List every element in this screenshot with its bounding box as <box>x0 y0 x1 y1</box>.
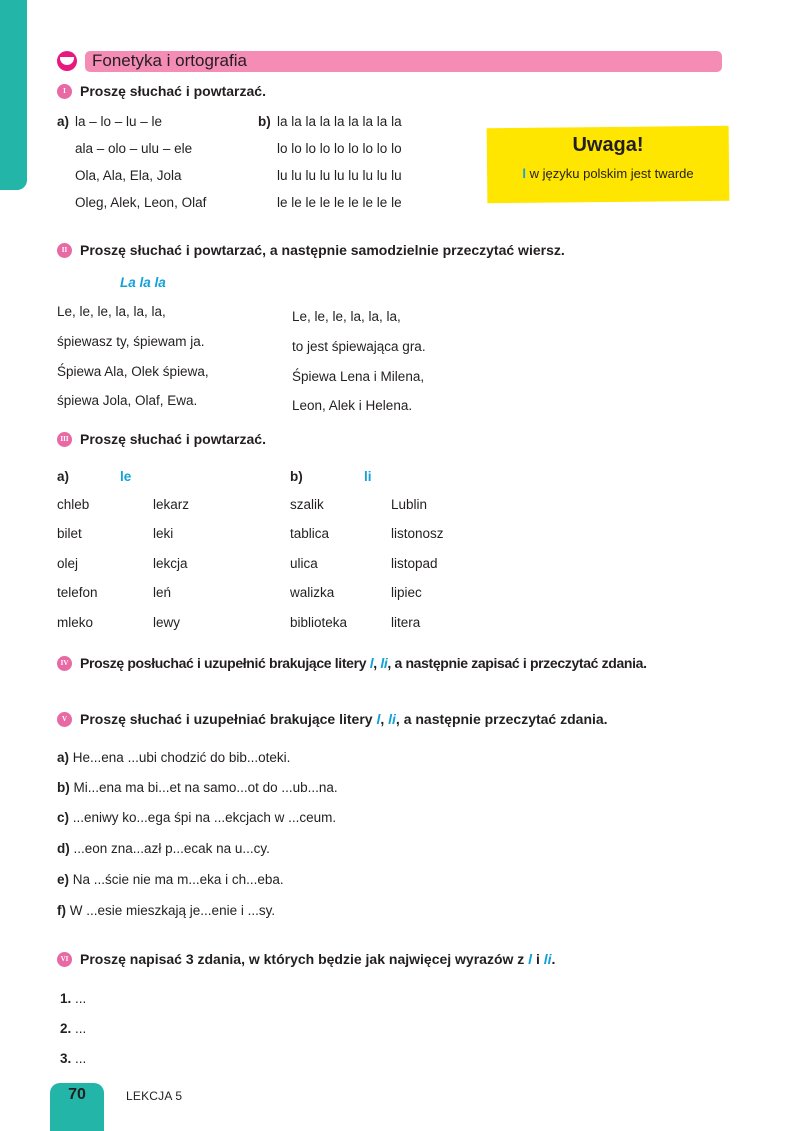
sentence-item: a) He...ena ...ubi chodzić do bib...oteki. <box>57 750 291 765</box>
word-cell: lewy <box>153 615 181 630</box>
exercise-1-a-line: la – lo – lu – le <box>75 114 163 129</box>
poem-line: Śpiewa Lena i Milena, <box>292 369 425 384</box>
exercise-1-a-line: Ola, Ala, Ela, Jola <box>75 168 182 183</box>
exercise-4-instruction: Proszę posłuchać i uzupełnić brakujące litery l, li, a następnie zapisać i przeczytać zdania. <box>80 655 647 671</box>
page-number: 70 <box>68 1086 86 1103</box>
answer-line: 1. ... <box>60 991 87 1006</box>
exercise-5-instruction: Proszę słuchać i uzupełniać brakujące litery l, li, a następnie przeczytać zdania. <box>80 711 608 727</box>
exercise-1-b-line: lu lu lu lu lu lu lu lu lu <box>277 168 402 183</box>
sentence-item: b) Mi...ena ma bi...et na samo...ot do ...ub...na. <box>57 780 338 795</box>
exercise-1-b-label: b) <box>258 114 271 129</box>
exercise-2-instruction: Proszę słuchać i powtarzać, a następnie samodzielnie przeczytać wiersz. <box>80 242 565 258</box>
word-cell: telefon <box>57 585 98 600</box>
exercise-6-number: VI <box>57 952 72 967</box>
exercise-1-a-line: Oleg, Alek, Leon, Olaf <box>75 195 207 210</box>
sentence-item: c) ...eniwy ko...ega śpi na ...ekcjach w ...ceum. <box>57 810 337 825</box>
word-cell: lekarz <box>153 497 190 512</box>
exercise-5-number: V <box>57 712 72 727</box>
note-text <box>487 166 729 181</box>
side-tab-decoration <box>0 0 27 190</box>
word-cell: bilet <box>57 526 82 541</box>
sentence-item: f) W ...esie mieszkają je...enie i ...sy. <box>57 903 276 918</box>
exercise-1-instruction: Proszę słuchać i powtarzać. <box>80 83 266 99</box>
exercise-1-a-label: a) <box>57 114 70 129</box>
exercise-3-instruction: Proszę słuchać i powtarzać. <box>80 431 266 447</box>
word-cell: Lublin <box>391 497 428 512</box>
word-cell: szalik <box>290 497 324 512</box>
poem-title: La la la <box>120 275 166 290</box>
exercise-1-b-line: la la la la la la la la la <box>277 114 402 129</box>
word-cell: olej <box>57 556 79 571</box>
word-cell: chleb <box>57 497 90 512</box>
word-cell: ulica <box>290 556 318 571</box>
word-cell: mleko <box>57 615 94 630</box>
note-letter: l <box>522 166 526 181</box>
exercise-1-a-line: ala – olo – ulu – ele <box>75 141 193 156</box>
sentence-item: e) Na ...ście nie ma m...eka i ch...eba. <box>57 872 284 887</box>
exercise-1-number: I <box>57 84 72 99</box>
word-cell: litera <box>391 615 421 630</box>
exercise-1-b-line: le le le le le le le le le <box>277 195 402 210</box>
note-body: w języku polskim jest twarde <box>529 166 694 181</box>
word-cell: walizka <box>290 585 335 600</box>
poem-line: śpiewasz ty, śpiewam ja. <box>57 334 205 349</box>
note-title: Uwaga! <box>572 134 644 156</box>
answer-line: 3. ... <box>60 1051 87 1066</box>
word-cell: leń <box>153 585 172 600</box>
poem-line: Leon, Alek i Helena. <box>292 398 413 413</box>
word-cell: listonosz <box>391 526 444 541</box>
speaking-mouth-icon <box>57 51 77 71</box>
word-cell: lekcja <box>153 556 188 571</box>
exercise-3-number: III <box>57 432 72 447</box>
word-cell: lipiec <box>391 585 422 600</box>
lesson-label: LEKCJA 5 <box>126 1089 183 1103</box>
word-cell: listopad <box>391 556 438 571</box>
exercise-3-a-label: a) <box>57 469 70 484</box>
exercise-1-b-line: lo lo lo lo lo lo lo lo lo <box>277 141 402 156</box>
section-title: Fonetyka i ortografia <box>92 51 247 70</box>
exercise-6-instruction: Proszę napisać 3 zdania, w których będzie jak najwięcej wyrazów z l i li. <box>80 951 556 967</box>
sentence-item: d) ...eon zna...azł p...ecak na u...cy. <box>57 841 270 856</box>
exercise-4-number: IV <box>57 656 72 671</box>
poem-line: to jest śpiewająca gra. <box>292 339 426 354</box>
poem-line: Le, le, le, la, la, la, <box>57 304 166 319</box>
poem-line: Śpiewa Ala, Olek śpiewa, <box>57 364 209 379</box>
exercise-3-b-label: b) <box>290 469 303 484</box>
answer-line: 2. ... <box>60 1021 87 1036</box>
exercise-3-b-heading: li <box>364 469 372 484</box>
word-cell: biblioteka <box>290 615 348 630</box>
word-cell: leki <box>153 526 174 541</box>
exercise-2-number: II <box>57 243 72 258</box>
poem-line: Le, le, le, la, la, la, <box>292 309 401 324</box>
exercise-3-a-heading: le <box>120 469 132 484</box>
poem-line: śpiewa Jola, Olaf, Ewa. <box>57 393 198 408</box>
word-cell: tablica <box>290 526 330 541</box>
